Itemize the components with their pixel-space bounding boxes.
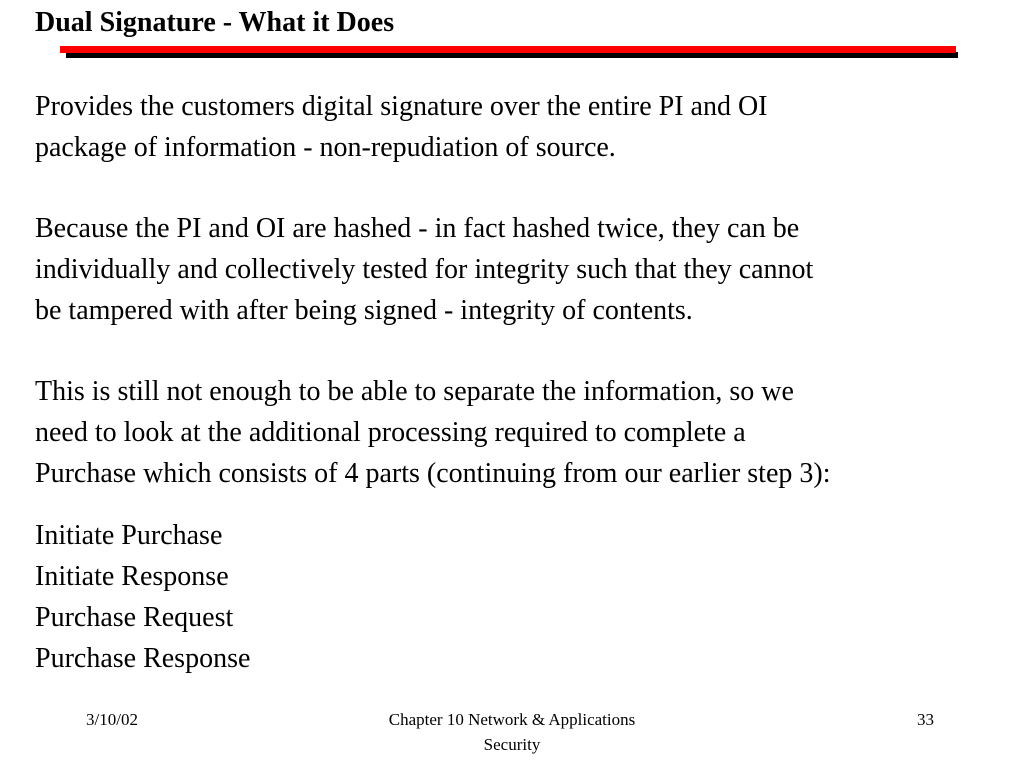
footer-chapter	[362, 707, 662, 757]
paragraph-processing	[35, 371, 1015, 494]
paragraph-line: Provides the customers digital signature over the entire PI and OI	[35, 91, 768, 122]
paragraph-line: This is still not enough to be able to separate the information, so we	[35, 376, 794, 407]
paragraph-line: Because the PI and OI are hashed - in fact hashed twice, they can be	[35, 213, 800, 244]
purchase-step: Purchase Response	[35, 643, 251, 674]
paragraph-signature	[35, 86, 1015, 168]
paragraph-line: Purchase which consists of 4 parts (continuing from our earlier step 3):	[35, 458, 831, 489]
paragraph-line: package of information - non-repudiation of source.	[35, 132, 616, 163]
paragraph-integrity	[35, 208, 1015, 331]
paragraph-line: need to look at the additional processing required to complete a	[35, 417, 746, 448]
footer-page-number: 33	[917, 710, 934, 729]
purchase-step: Purchase Request	[35, 602, 234, 633]
purchase-step: Initiate Response	[35, 561, 229, 592]
footer-chapter-line: Security	[483, 735, 541, 754]
paragraph-line: be tampered with after being signed - integrity of contents.	[35, 295, 693, 326]
paragraph-line: individually and collectively tested for integrity such that they cannot	[35, 254, 814, 285]
title-rule	[60, 46, 956, 53]
footer-chapter-line: Chapter 10 Network & Applications	[388, 710, 636, 729]
footer-date: 3/10/02	[86, 710, 138, 729]
slide-title: Dual Signature - What it Does	[35, 7, 395, 38]
purchase-step: Initiate Purchase	[35, 520, 223, 551]
purchase-steps-list	[35, 515, 250, 679]
